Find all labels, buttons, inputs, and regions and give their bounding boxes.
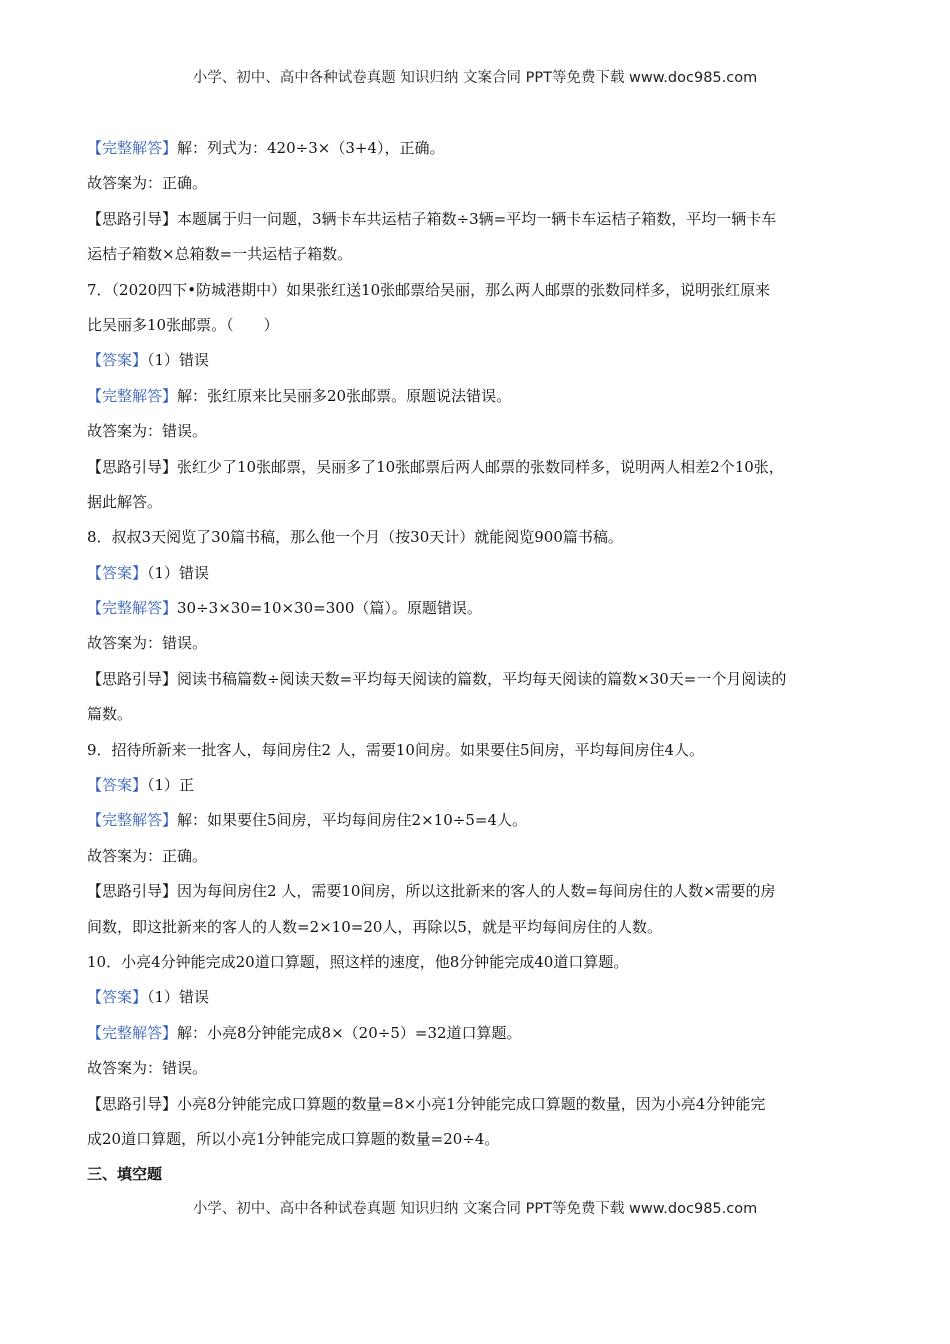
line-text: 据此解答。 [87, 492, 163, 511]
line-text: 解：列式为：420÷3×（3+4），正确。 [177, 139, 445, 157]
line-text: 解：张红原来比吴丽多20张邮票。原题说法错误。 [177, 386, 512, 405]
document-line [87, 1016, 877, 1051]
document-line [87, 1051, 877, 1086]
answer-tag-label: 【答案】 [87, 988, 148, 1007]
line-text: 【思路引导】本题属于归一问题，3辆卡车共运桔子箱数÷3辆=平均一辆卡车运桔子箱数，平均一辆卡车 [87, 209, 777, 228]
document-line [87, 626, 877, 661]
document-line [87, 485, 877, 520]
line-text: （1）错误 [147, 351, 210, 370]
line-text: （1）错误 [147, 563, 210, 582]
page-footer-watermark: 小学、初中、高中各种试卷真题 知识归纳 文案合同 PPT等免费下载 www.doc985.com [192, 1201, 758, 1217]
document-line [87, 839, 877, 874]
answer-tag-label: 【答案】 [87, 563, 148, 582]
line-text: 【思路引导】因为每间房住2 人，需要10间房，所以这批新来的客人的人数=每间房住的人数×需要的房 [87, 882, 776, 901]
line-text: 【思路引导】张红少了10张邮票，吴丽多了10张邮票后两人邮票的张数同样多，说明两人相差2个10张， [87, 457, 784, 476]
page-header-watermark: 小学、初中、高中各种试卷真题 知识归纳 文案合同 PPT等免费下载 www.doc985.com [192, 70, 758, 86]
document-line [87, 556, 877, 591]
line-text: 10．小亮4分钟能完成20道口算题，照这样的速度，他8分钟能完成40道口算题。 [87, 952, 629, 971]
document-line [87, 591, 877, 626]
line-text: （1）正 [147, 776, 195, 795]
document-line [87, 803, 877, 838]
answer-tag-label: 【完整解答】 [87, 1023, 178, 1042]
line-text: 成20道口算题，所以小亮1分钟能完成口算题的数量=20÷4。 [87, 1129, 500, 1148]
document-line [87, 874, 877, 909]
line-text: 9．招待所新来一批客人，每间房住2 人，需要10间房。如果要住5间房，平均每间房住4人。 [87, 740, 705, 759]
document-line [87, 1087, 877, 1122]
document-line [87, 273, 877, 308]
line-text: 运桔子箱数×总箱数=一共运桔子箱数。 [87, 245, 353, 264]
line-text: 故答案为：正确。 [87, 174, 208, 193]
line-text: 8．叔叔3天阅览了30篇书稿，那么他一个月（按30天计）就能阅览900篇书稿。 [87, 528, 623, 547]
line-text: 故答案为：错误。 [87, 1059, 208, 1078]
line-text: （1）错误 [147, 988, 210, 1007]
document-line [87, 131, 877, 166]
document-line [87, 414, 877, 449]
document-line [87, 733, 877, 768]
line-text: 故答案为：正确。 [87, 846, 208, 865]
document-line [87, 520, 877, 555]
document-body [87, 131, 877, 1193]
line-text: 30÷3×30=10×30=300（篇）。原题错误。 [177, 599, 482, 618]
document-line [87, 1122, 877, 1157]
document-line [87, 450, 877, 485]
line-text: 故答案为：错误。 [87, 634, 208, 653]
line-text: 【思路引导】阅读书稿篇数÷阅读天数=平均每天阅读的篇数，平均每天阅读的篇数×30天=一个月阅读的 [87, 669, 787, 688]
line-text: 故答案为：错误。 [87, 422, 208, 441]
answer-tag-label: 【完整解答】 [87, 599, 178, 618]
document-line [87, 945, 877, 980]
document-line [87, 202, 877, 237]
line-text: 解：如果要住5间房，平均每间房住2×10÷5=4人。 [177, 811, 527, 830]
document-line [87, 343, 877, 378]
section-heading: 三、填空题 [87, 1165, 163, 1184]
line-text: 【思路引导】小亮8分钟能完成口算题的数量=8×小亮1分钟能完成口算题的数量，因为小亮4分钟能完 [87, 1094, 766, 1113]
line-text: 间数，即这批新来的客人的人数=2×10=20人，再除以5，就是平均每间房住的人数。 [87, 917, 662, 936]
answer-tag-label: 【完整解答】 [87, 386, 178, 405]
document-line [87, 662, 877, 697]
line-text: 篇数。 [87, 705, 133, 724]
document-line [87, 768, 877, 803]
document-line [87, 379, 877, 414]
document-line [87, 697, 877, 732]
line-text: 7．（2020四下•防城港期中）如果张红送10张邮票给吴丽，那么两人邮票的张数同样多，说明张红原来 [87, 280, 771, 299]
line-text: 比吴丽多10张邮票。（ ） [87, 315, 279, 334]
line-text: 解：小亮8分钟能完成8×（20÷5）=32道口算题。 [177, 1023, 522, 1042]
answer-tag-label: 【完整解答】 [87, 811, 178, 830]
document-line [87, 166, 877, 201]
answer-tag-label: 【答案】 [87, 351, 148, 370]
answer-tag-label: 【完整解答】 [87, 139, 178, 157]
document-line [87, 237, 877, 272]
document-line [87, 308, 877, 343]
document-line [87, 980, 877, 1015]
document-line [87, 910, 877, 945]
answer-tag-label: 【答案】 [87, 776, 148, 795]
